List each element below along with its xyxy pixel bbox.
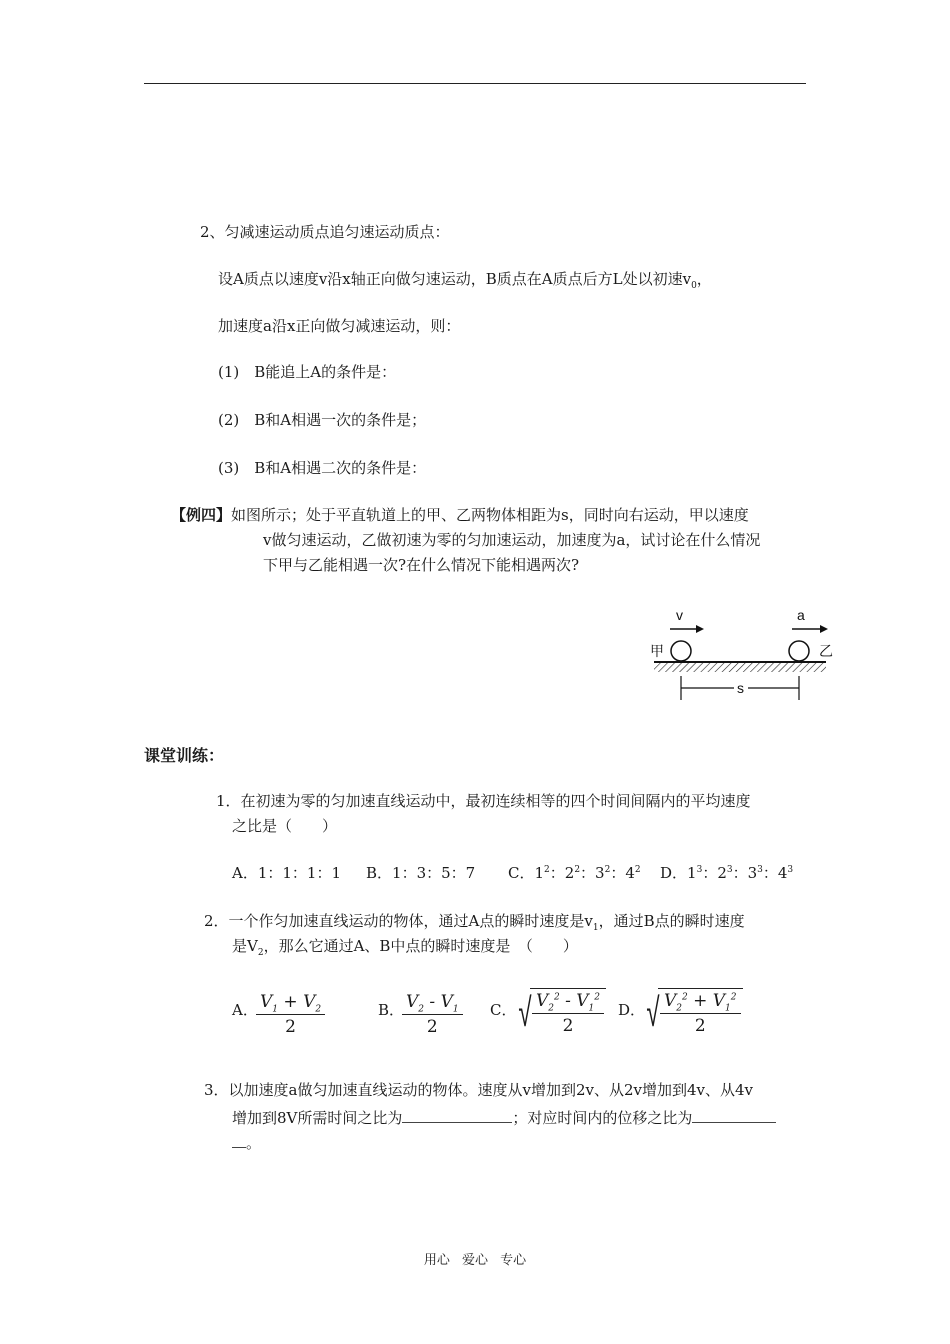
condition-item: (3) B和A相遇二次的条件是： bbox=[218, 459, 427, 477]
q2-option-d-label: D． bbox=[618, 1001, 646, 1019]
q1-option-c: C．$1^2$：$2^2$：$3^2$：$4^2$ bbox=[508, 864, 641, 882]
example-line-3: 下甲与乙能相遇一次?在什么情况下能相遇两次? bbox=[263, 556, 580, 574]
q2-option-d-formula: √ $\frac{V_2^2 + V_1^2}{2}$ bbox=[642, 988, 743, 1038]
left-body bbox=[671, 641, 691, 661]
track-ground bbox=[654, 663, 826, 672]
right-body-label: 乙 bbox=[819, 644, 833, 660]
footer-item: 专心 bbox=[500, 1253, 527, 1268]
q1-line-2: 之比是（ ） bbox=[232, 817, 338, 835]
example-line-1: 【例四】如图所示；处于平直轨道上的甲、乙两物体相距为s，同时向右运动，甲以速度 bbox=[171, 506, 749, 524]
example-tag: 【例四】 bbox=[171, 506, 232, 524]
page-footer bbox=[0, 1249, 950, 1268]
left-body-label: 甲 bbox=[650, 644, 664, 660]
footer-item: 爱心 bbox=[461, 1253, 488, 1268]
section-heading: 2、匀减速运动质点追匀速运动质点： bbox=[200, 223, 450, 241]
q2-line-2: 是$V_2$，那么它通过A、B中点的瞬时速度是 （ ） bbox=[232, 937, 578, 958]
q3-line-1: 3．以加速度a做匀加速直线运动的物体。速度从v增加到2v、从2v增加到4v、从4v bbox=[204, 1081, 754, 1099]
q2-option-a-label: A． bbox=[232, 1001, 258, 1019]
q3-line-3: 。 bbox=[232, 1131, 261, 1153]
q2-option-b-label: B． bbox=[378, 1001, 405, 1019]
q3-displacement-ratio-blank-continued[interactable] bbox=[232, 1131, 246, 1148]
setup-line-2: 加速度a沿x正向做匀减速运动，则： bbox=[218, 317, 461, 335]
q3-displacement-ratio-blank[interactable] bbox=[692, 1106, 776, 1123]
q3-time-ratio-blank[interactable] bbox=[402, 1106, 512, 1123]
example-line-2: v做匀速运动，乙做初速为零的匀加速运动，加速度为a，试讨论在什么情况 bbox=[263, 531, 761, 549]
right-arrow-head bbox=[820, 625, 828, 633]
training-heading: 课堂训练： bbox=[144, 746, 225, 765]
footer-item: 用心 bbox=[423, 1253, 450, 1268]
setup-line-1: 设A质点以速度v沿x轴正向做匀速运动，B质点在A质点后方L处以初速$v_0$， bbox=[218, 270, 712, 291]
distance-label: s bbox=[737, 680, 744, 696]
q2-option-c-formula: √ $\frac{V_2^2 - V_1^2}{2}$ bbox=[514, 988, 606, 1038]
q1-option-d: D．$1^3$：$2^3$：$3^3$：$4^3$ bbox=[660, 864, 794, 882]
motion-figure bbox=[640, 598, 840, 708]
q2-option-b-formula: $\frac{V_2 - V_1}{2}$ bbox=[402, 992, 463, 1037]
q1-option-a: A．1：1：1：1 bbox=[232, 864, 342, 882]
left-arrow-label: v bbox=[676, 607, 683, 623]
q2-option-a-formula: $\frac{V_1 + V_2}{2}$ bbox=[256, 992, 325, 1037]
q2-line-1: 2．一个作匀加速直线运动的物体，通过A点的瞬时速度是$v_1$，通过B点的瞬时速度 bbox=[204, 912, 745, 933]
condition-item: (2) B和A相遇一次的条件是； bbox=[218, 411, 427, 429]
left-arrow-head bbox=[696, 625, 704, 633]
header-rule bbox=[144, 83, 806, 84]
q3-line-2: 增加到8V所需时间之比为 ；对应时间内的位移之比为 bbox=[232, 1106, 776, 1128]
right-arrow-label: a bbox=[797, 607, 805, 623]
right-body bbox=[789, 641, 809, 661]
q1-option-b: B．1：3：5：7 bbox=[366, 864, 476, 882]
q2-option-c-label: C． bbox=[490, 1001, 517, 1019]
q1-line-1: 1．在初速为零的匀加速直线运动中，最初连续相等的四个时间间隔内的平均速度 bbox=[216, 792, 751, 810]
condition-item: (1) B能追上A的条件是： bbox=[218, 363, 397, 381]
